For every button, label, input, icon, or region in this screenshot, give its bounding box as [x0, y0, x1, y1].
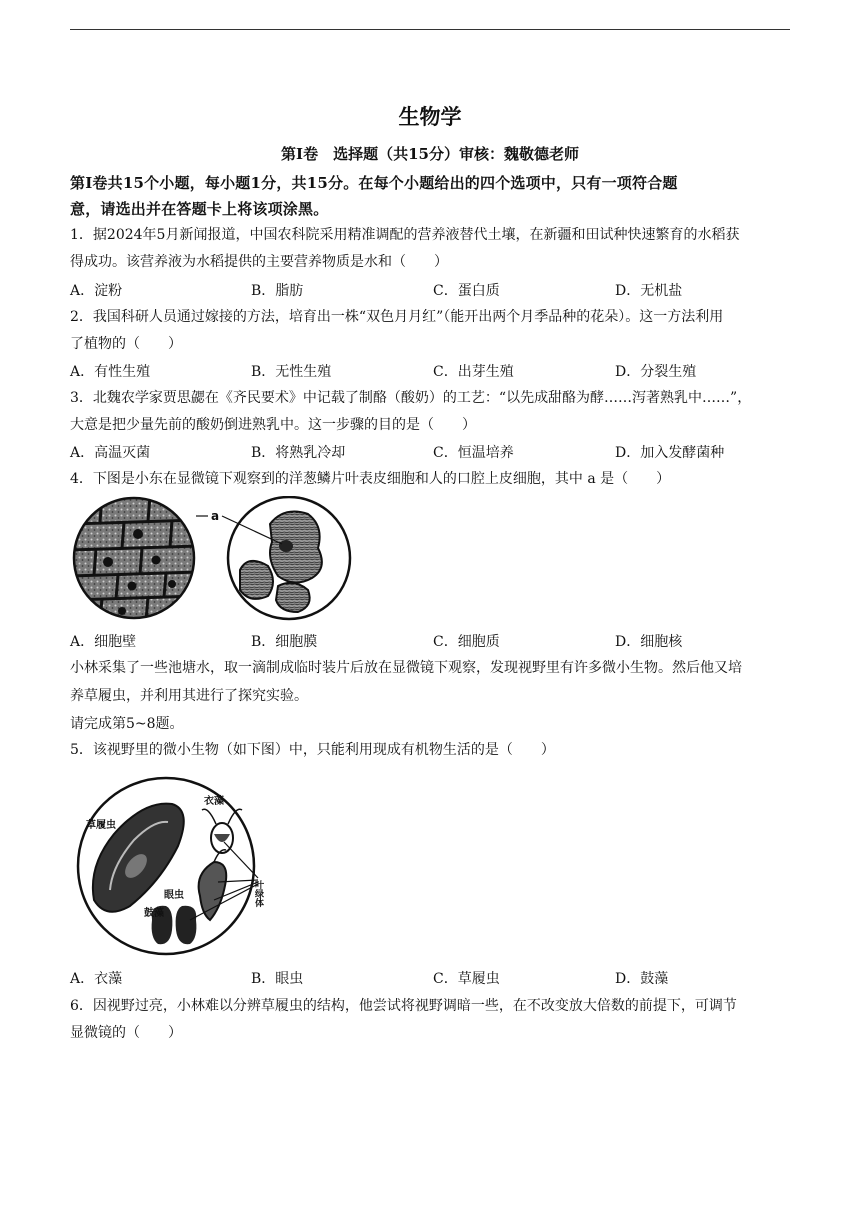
question-2-option-b[interactable]: B．无性生殖: [251, 364, 332, 380]
question-1-option-d[interactable]: D．无机盐: [615, 283, 683, 299]
question-6-line: 6．因视野过亮，小林难以分辨草履虫的结构，他尝试将视野调暗一些，在不改变放大倍数的前提下，可调节: [70, 998, 737, 1014]
question-5-option-b[interactable]: B．眼虫: [251, 971, 304, 987]
question-1-line: 得成功。该营养液为水稻提供的主要营养物质是水和（ ）: [70, 254, 448, 270]
label-paramecium: 草履虫: [86, 820, 116, 831]
passage-line: 小林采集了一些池塘水，取一滴制成临时装片后放在显微镜下观察，发现视野里有许多微小生物。然后他又培: [70, 660, 742, 676]
question-6-line: 显微镜的（ ）: [70, 1025, 182, 1041]
question-4-line: 4．下图是小东在显微镜下观察到的洋葱鳞片叶表皮细胞和人的口腔上皮细胞，其中 a 是（ ）: [70, 471, 671, 487]
page-title: 生物学: [398, 104, 462, 129]
instruction-line: 第Ⅰ卷共15个小题，每小题1分，共15分。在每个小题给出的四个选项中，只有一项符合题: [70, 174, 678, 192]
question-2-option-c[interactable]: C．出芽生殖: [433, 364, 514, 380]
passage-line: 请完成第5~8题。: [70, 716, 184, 732]
question-1-line: 1．据2024年5月新闻报道，中国农科院采用精准调配的营养液替代土壤，在新疆和田试种快速繁育的水稻获: [70, 227, 740, 243]
question-3-line: 3．北魏农学家贾思勰在《齐民要术》中记载了制酪（酸奶）的工艺：“以先成甜酪为酵……泻著熟乳中……”，: [70, 390, 752, 406]
question-2-option-a[interactable]: A．有性生殖: [70, 364, 151, 380]
question-1-option-a[interactable]: A．淀粉: [70, 283, 123, 299]
question-1-option-b[interactable]: B．脂肪: [251, 283, 304, 299]
passage-line: 养草履虫，并利用其进行了探究实验。: [70, 688, 308, 704]
question-2-line: 2．我国科研人员通过嫁接的方法，培育出一株“双色月月红”（能开出两个月季品种的花朵）。这一方法利用: [70, 309, 724, 325]
label-chloroplast: 叶绿体: [253, 880, 263, 907]
label-euglena: 眼虫: [164, 890, 184, 901]
question-4-option-a[interactable]: A．细胞壁: [70, 634, 137, 650]
pond-microorganisms-figure: [74, 770, 284, 966]
question-5-line: 5．该视野里的微小生物（如下图）中，只能利用现成有机物生活的是（ ）: [70, 742, 555, 758]
onion-epidermis-view: [72, 496, 196, 620]
question-3-option-c[interactable]: C．恒温培养: [433, 445, 514, 461]
figure-label-a: a: [211, 509, 220, 523]
cell-comparison-figure: [72, 496, 362, 630]
question-1-option-c[interactable]: C．蛋白质: [433, 283, 500, 299]
question-4-option-c[interactable]: C．细胞质: [433, 634, 500, 650]
cheek-cell-view: [228, 497, 350, 619]
question-3-option-a[interactable]: A．高温灭菌: [70, 445, 151, 461]
question-2-line: 了植物的（ ）: [70, 336, 182, 352]
question-4-option-b[interactable]: B．细胞膜: [251, 634, 318, 650]
question-5-option-d[interactable]: D．鼓藻: [615, 971, 669, 987]
question-5-option-c[interactable]: C．草履虫: [433, 971, 500, 987]
question-3-option-d[interactable]: D．加入发酵菌种: [615, 445, 725, 461]
question-3-line: 大意是把少量先前的酸奶倒进熟乳中。这一步骤的目的是（ ）: [70, 417, 476, 433]
header-rule: [70, 29, 790, 30]
section-subtitle: 第Ⅰ卷 选择题（共15分）审核：魏敬德老师: [281, 145, 579, 163]
question-3-option-b[interactable]: B．将熟乳冷却: [251, 445, 346, 461]
question-4-option-d[interactable]: D．细胞核: [615, 634, 683, 650]
question-2-option-d[interactable]: D．分裂生殖: [615, 364, 697, 380]
label-desmid: 鼓藻: [144, 908, 164, 919]
label-chlamydomonas: 衣藻: [204, 796, 224, 807]
instruction-line: 意，请选出并在答题卡上将该项涂黑。: [70, 200, 329, 218]
question-5-option-a[interactable]: A．衣藻: [70, 971, 123, 987]
section-instructions: [70, 170, 792, 222]
